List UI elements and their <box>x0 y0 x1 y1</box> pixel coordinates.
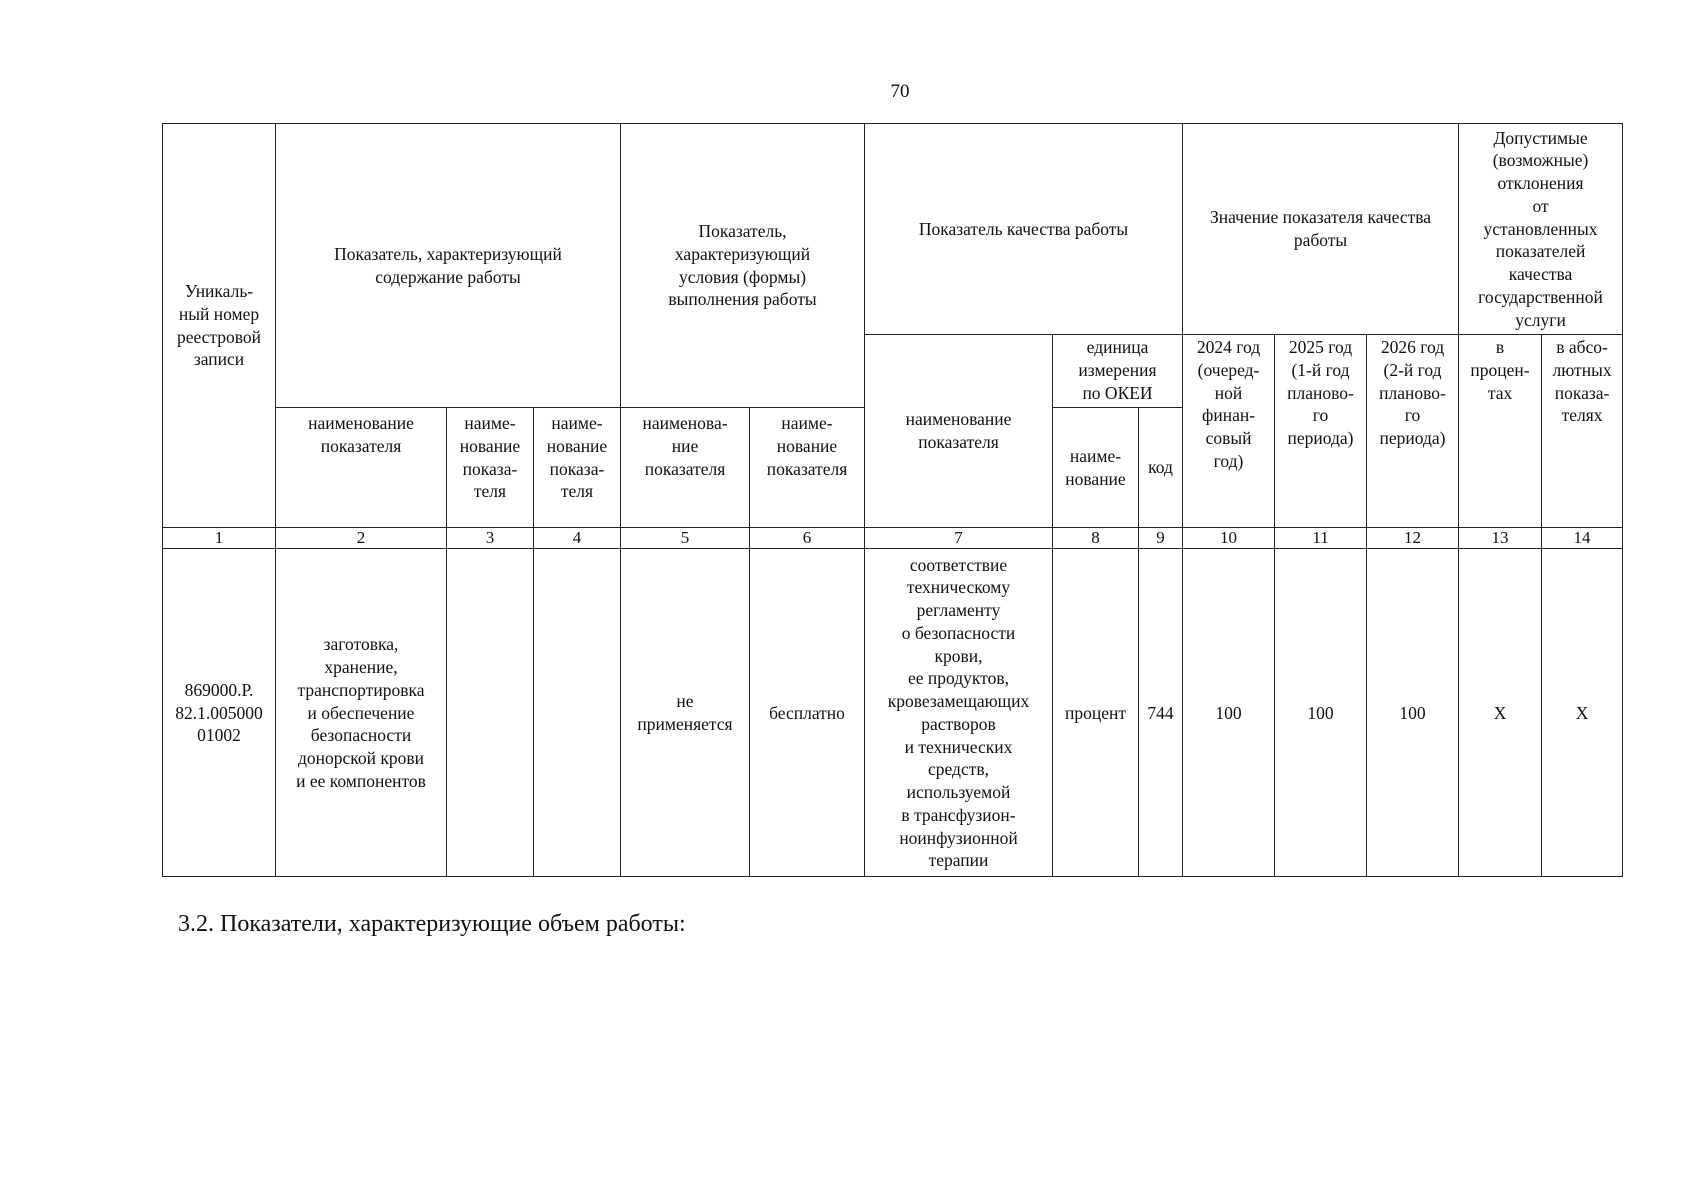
header-quality-group: Показатель качества работы <box>865 124 1183 335</box>
column-number: 5 <box>621 528 750 549</box>
header-content-name-3: наиме- нование показа- теля <box>534 408 621 528</box>
header-unique-number: Уникаль- ный номер реестровой записи <box>163 124 276 528</box>
page-number: 70 <box>890 81 910 102</box>
cell-dev-percent: Х <box>1459 549 1542 877</box>
header-unit-okei: единица измерения по ОКЕИ <box>1053 335 1183 408</box>
column-number: 12 <box>1367 528 1459 549</box>
cell-conditions-1: не применяется <box>621 549 750 877</box>
column-numbers-row <box>163 528 1623 549</box>
column-number: 11 <box>1275 528 1367 549</box>
cell-value-2025: 100 <box>1275 549 1367 877</box>
column-number: 9 <box>1139 528 1183 549</box>
header-content-name-1: наименование показателя <box>276 408 447 528</box>
header-conditions-name-1: наименова- ние показателя <box>621 408 750 528</box>
header-content-name-2: наиме- нование показа- теля <box>447 408 534 528</box>
cell-content-1: заготовка, хранение, транспортировка и обеспечение безопасности донорской крови и ее компонентов <box>276 549 447 877</box>
header-row-groups <box>163 124 1623 335</box>
header-year-2025: 2025 год (1-й год планово- го периода) <box>1275 335 1367 528</box>
quality-indicators-table <box>162 123 1623 877</box>
header-quality-name: наименование показателя <box>865 335 1053 528</box>
header-year-2024: 2024 год (очеред- ной финан- совый год) <box>1183 335 1275 528</box>
cell-unit-code: 744 <box>1139 549 1183 877</box>
header-deviation-group: Допустимые (возможные) отклонения от установленных показателей качества государственной услуги <box>1459 124 1623 335</box>
cell-registry-number: 869000.Р. 82.1.005000 01002 <box>163 549 276 877</box>
header-unit-name: наиме- нование <box>1053 408 1139 528</box>
cell-dev-absolute: Х <box>1542 549 1623 877</box>
section-title: 3.2. Показатели, характеризующие объем работы: <box>178 911 686 937</box>
header-value-group: Значение показателя качества работы <box>1183 124 1459 335</box>
header-conditions-name-2: наиме- нование показателя <box>750 408 865 528</box>
header-dev-absolute: в абсо- лютных показа- телях <box>1542 335 1623 528</box>
column-number: 3 <box>447 528 534 549</box>
header-year-2026: 2026 год (2-й год планово- го периода) <box>1367 335 1459 528</box>
column-number: 1 <box>163 528 276 549</box>
header-content-group: Показатель, характеризующий содержание работы <box>276 124 621 408</box>
cell-content-2 <box>447 549 534 877</box>
cell-unit-name: процент <box>1053 549 1139 877</box>
cell-content-3 <box>534 549 621 877</box>
cell-conditions-2: бесплатно <box>750 549 865 877</box>
column-number: 4 <box>534 528 621 549</box>
column-number: 13 <box>1459 528 1542 549</box>
header-dev-percent: в процен- тах <box>1459 335 1542 528</box>
table-row <box>163 549 1623 877</box>
cell-value-2026: 100 <box>1367 549 1459 877</box>
column-number: 10 <box>1183 528 1275 549</box>
header-unit-code: код <box>1139 408 1183 528</box>
column-number: 7 <box>865 528 1053 549</box>
cell-value-2024: 100 <box>1183 549 1275 877</box>
column-number: 14 <box>1542 528 1623 549</box>
cell-quality-indicator: соответствие техническому регламенту о безопасности крови, ее продуктов, кровезамещающих растворов и технических средств, используемой в трансфузион- ноинфузионной терапии <box>865 549 1053 877</box>
column-number: 2 <box>276 528 447 549</box>
header-conditions-group: Показатель, характеризующий условия (формы) выполнения работы <box>621 124 865 408</box>
column-number: 6 <box>750 528 865 549</box>
column-number: 8 <box>1053 528 1139 549</box>
